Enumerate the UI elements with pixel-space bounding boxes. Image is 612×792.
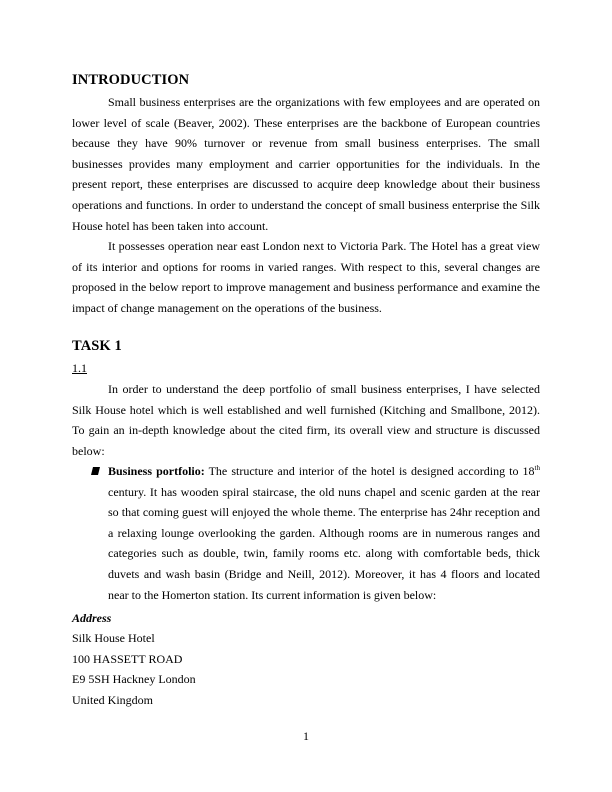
introduction-paragraph-1: Small business enterprises are the organizations with few employees and are operated on lower level of scale (Beaver, 2002). These enterprises are the backbone of European countries because they have 90% turnover or revenue from small business enterprises. The small businesses provides many employment and carrier opportunities for the individuals. In the present report, these enterprises are discussed to acquire deep knowledge about their business operations and functions. In order to understand the concept of small business enterprise the Silk House hotel has been taken into account. [72,95,540,233]
business-portfolio-bullet [72,461,540,605]
bullet-text-part-2: century. It has wooden spiral staircase, the old nuns chapel and scenic garden at the rear so that coming guest will enjoyed the whole theme. The enterprise has 24hr reception and a relaxing lounge overlooking the garden. Although rooms are in numerous ranges and categories such as double, twin, family rooms etc. along with comfortable beds, thick duvets and wash basin (Bridge and Neill, 2012). Moreover, it has 4 floors and located near to the Homerton station. Its current information is given below: [108,484,540,602]
address-line-4: United Kingdom [72,693,153,707]
introduction-heading: INTRODUCTION [72,72,190,88]
address-line-1: Silk House Hotel [72,631,155,645]
business-portfolio-text [108,461,540,605]
section-1-1-subheading: 1.1 [72,361,87,375]
address-label: Address [72,611,112,625]
task1-heading: TASK 1 [72,338,122,354]
task1-paragraph: In order to understand the deep portfolio of small business enterprises, I have selected Silk House hotel which is well established and well furnished (Kitching and Smallbone, 2012). To gain an in-depth knowledge about the cited firm, its overall view and structure is discussed below: [72,382,540,458]
business-portfolio-label: Business portfolio: [108,464,205,478]
address-line-2: 100 HASSETT ROAD [72,652,183,666]
square-bullet-icon [91,467,99,475]
page-number: 1 [303,729,309,743]
ordinal-superscript: th [534,464,540,472]
bullet-text-part-1: The structure and interior of the hotel is designed according to 18 [204,464,535,478]
address-line-3: E9 5SH Hackney London [72,672,196,686]
introduction-paragraph-2: It possesses operation near east London next to Victoria Park. The Hotel has a great view of its interior and options for rooms in varied ranges. With respect to this, several changes are proposed in the below report to improve management and business performance and examine the impact of change management on the operations of the business. [72,239,540,315]
